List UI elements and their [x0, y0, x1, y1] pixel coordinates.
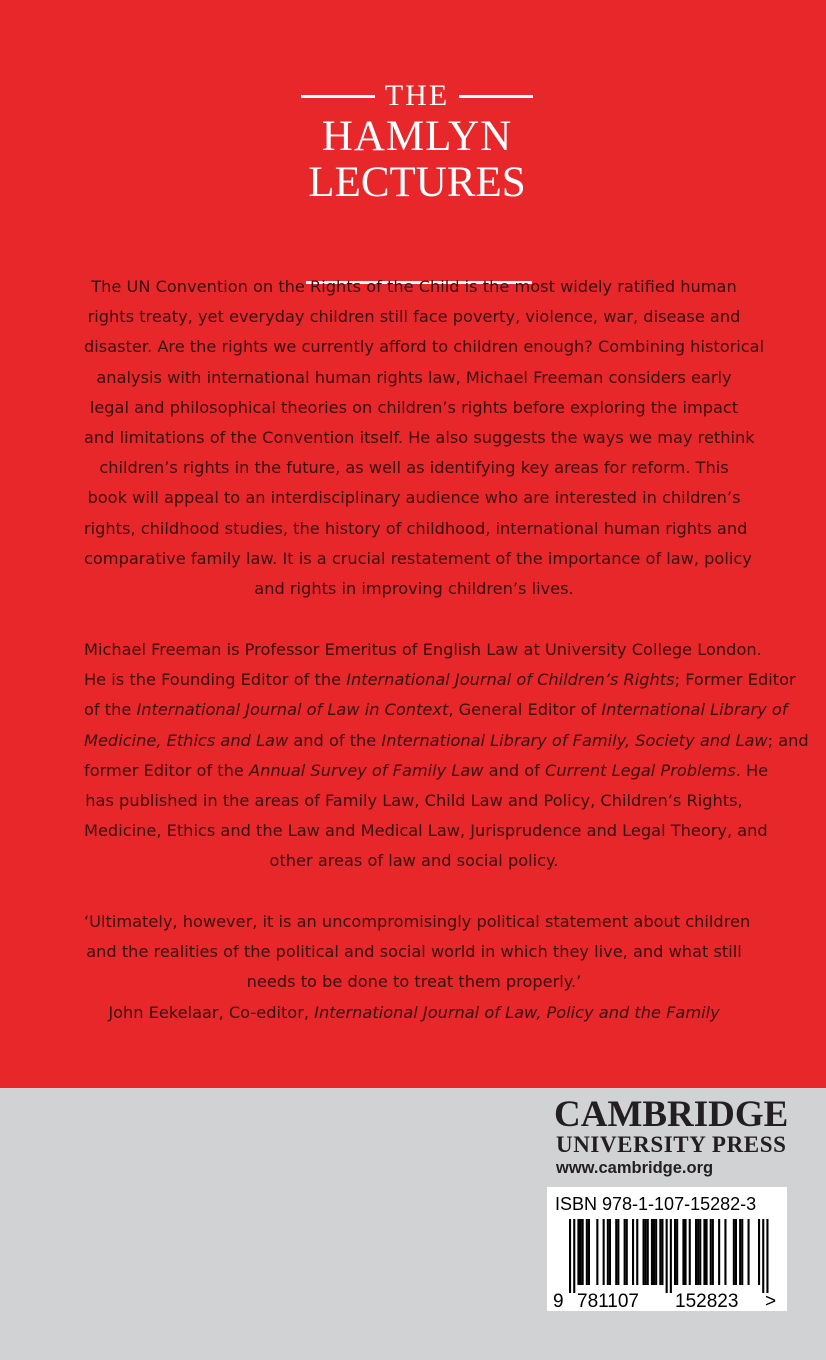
barcode-bar	[682, 1219, 684, 1285]
barcode-bar	[577, 1219, 579, 1285]
barcode-bar	[739, 1219, 741, 1285]
bio-text: former Editor of the	[84, 760, 250, 780]
barcode-bar	[712, 1219, 714, 1285]
barcode-bar	[689, 1219, 691, 1285]
barcode-digit-prefix: 9	[553, 1291, 564, 1311]
barcode-bar	[666, 1219, 668, 1293]
bio-text: . He	[735, 760, 769, 780]
review-attribution	[84, 998, 744, 1028]
reviewer-name: John Eekelaar, Co-editor,	[108, 1002, 315, 1022]
barcode-bar	[661, 1219, 663, 1285]
series-logo	[304, 76, 530, 212]
barcode-bar	[615, 1219, 617, 1285]
bio-journal-title: International Library of	[601, 700, 788, 720]
barcode-bar	[588, 1219, 590, 1285]
barcode-bar	[651, 1219, 653, 1285]
bio-text: and of	[483, 760, 546, 780]
barcode-bar	[655, 1219, 657, 1285]
barcode-bar	[626, 1219, 628, 1285]
description-line: rights treaty, yet everyday children still face poverty, violence, war, disease and	[87, 307, 741, 327]
barcode-bar	[596, 1219, 598, 1285]
bio-journal-title: Annual Survey of Family Law	[249, 760, 484, 780]
bio-text: has published in the areas of Family Law, Child Law and Policy, Children’s Rights,	[85, 791, 743, 811]
barcode-bar	[659, 1219, 661, 1285]
barcode-bar	[748, 1219, 750, 1285]
bio-line	[84, 695, 788, 725]
barcode-bar	[762, 1219, 764, 1293]
barcode-trailing-mark: >	[765, 1291, 777, 1311]
barcode-bar	[766, 1219, 768, 1293]
description-line: book will appeal to an interdisciplinary audience who are interested in children’s	[87, 488, 741, 508]
barcode-digits-left: 781107	[577, 1291, 639, 1311]
review-quote	[84, 907, 751, 1028]
barcode-bar	[582, 1219, 584, 1285]
bio-journal-title: International Journal of Children’s Rights	[346, 670, 675, 690]
barcode-bar	[636, 1219, 638, 1285]
bio-journal-title: Medicine, Ethics and Law	[84, 730, 289, 750]
bio-text: of the	[84, 700, 137, 720]
author-bio	[84, 635, 809, 877]
bio-line	[84, 786, 744, 816]
publisher-subtitle: UNIVERSITY PRESS	[556, 1132, 787, 1157]
barcode-bar	[733, 1219, 735, 1285]
review-line: needs to be done to treat them properly.’	[246, 972, 582, 992]
bio-journal-title: Current Legal Problems	[545, 760, 736, 780]
barcode-bar	[674, 1219, 676, 1285]
description-line: children’s rights in the future, as well as identifying key areas for reform. This	[99, 458, 729, 478]
description-line: and rights in improving children’s lives.	[254, 579, 574, 599]
description-line: legal and philosophical theories on children’s rights before exploring the impact	[89, 397, 739, 417]
bio-journal-title: International Library of Family, Society and Law	[381, 730, 768, 750]
review-line: and the realities of the political and social world in which they live, and what still	[86, 942, 742, 962]
barcode-bar	[703, 1219, 705, 1285]
bio-text: ; Former Editor	[674, 670, 796, 690]
description-line: analysis with international human rights law, Michael Freeman considers early	[96, 367, 732, 387]
barcode-bar	[697, 1219, 699, 1285]
reviewer-journal: International Journal of Law, Policy and the Family	[314, 1002, 720, 1022]
bio-line	[84, 816, 768, 846]
bio-line	[84, 756, 769, 786]
barcode-bar	[573, 1219, 575, 1293]
logo-rule-right	[459, 95, 533, 98]
barcode-bar	[617, 1219, 619, 1285]
barcode-bar	[670, 1219, 672, 1293]
barcode-bar	[653, 1219, 655, 1285]
bio-line	[84, 635, 762, 665]
series-line-the	[304, 76, 530, 116]
isbn-label: ISBN 978-1-107-15282-3	[555, 1194, 757, 1214]
description-line: comparative family law. It is a crucial restatement of the importance of law, policy	[84, 548, 752, 568]
barcode-bar	[632, 1219, 634, 1285]
barcode-bars	[569, 1219, 769, 1293]
bio-line	[84, 665, 796, 695]
description-line: and limitations of the Convention itself. He also suggests the ways we may rethink	[84, 428, 755, 448]
barcode-bar	[586, 1219, 588, 1285]
publisher-name: CAMBRIDGE	[554, 1094, 789, 1135]
barcode-bar	[643, 1219, 645, 1285]
bio-text: and of the	[288, 730, 382, 750]
barcode-bar	[645, 1219, 647, 1285]
barcode-bar	[607, 1219, 609, 1285]
barcode-bar	[718, 1219, 720, 1285]
barcode-bar	[735, 1219, 737, 1285]
series-word-the: THE	[384, 79, 450, 112]
bio-text: He is the Founding Editor of the	[84, 670, 347, 690]
bio-line	[84, 726, 809, 756]
publisher-website: www.cambridge.org	[556, 1159, 714, 1177]
barcode-bar	[685, 1219, 687, 1285]
bio-text: Medicine, Ethics and the Law and Medical Law, Jurisprudence and Legal Theory, and	[84, 821, 768, 841]
barcode-bar	[741, 1219, 743, 1285]
barcode-bar	[609, 1219, 611, 1285]
barcode-bar	[676, 1219, 678, 1285]
bio-text: , General Editor of	[448, 700, 602, 720]
description-line: disaster. Are the rights we currently afford to children enough? Combining historical	[84, 337, 765, 357]
barcode-bar	[603, 1219, 605, 1285]
barcode-bar	[569, 1219, 571, 1293]
bio-journal-title: International Journal of Law in Context	[136, 700, 449, 720]
series-word-lectures: LECTURES	[308, 159, 526, 206]
barcode-bar	[580, 1219, 582, 1285]
barcode-digits-right: 152823	[675, 1291, 739, 1311]
barcode-bar	[706, 1219, 708, 1285]
barcode-bar	[699, 1219, 701, 1285]
review-line: ‘Ultimately, however, it is an uncompromisingly political statement about children	[84, 912, 751, 931]
bio-text: other areas of law and social policy.	[269, 851, 559, 871]
barcode-bar	[647, 1219, 649, 1285]
bio-text: ; and	[767, 730, 809, 750]
description-line: The UN Convention on the Rights of the Child is the most widely ratified human	[91, 277, 737, 296]
logo-rule-left	[301, 95, 375, 98]
barcode-bar	[758, 1219, 760, 1285]
isbn-barcode	[547, 1187, 787, 1311]
barcode-graphic	[551, 1217, 783, 1311]
series-word-hamlyn: HAMLYN	[321, 113, 513, 160]
barcode-bar	[724, 1219, 726, 1285]
barcode-bar	[710, 1219, 712, 1285]
bio-text: Michael Freeman is Professor Emeritus of English Law at University College London.	[84, 640, 762, 659]
barcode-bar	[695, 1219, 697, 1285]
description-line: rights, childhood studies, the history of childhood, international human rights and	[84, 518, 748, 538]
barcode-bar	[624, 1219, 626, 1285]
book-description	[84, 272, 765, 604]
bio-line	[84, 846, 744, 876]
